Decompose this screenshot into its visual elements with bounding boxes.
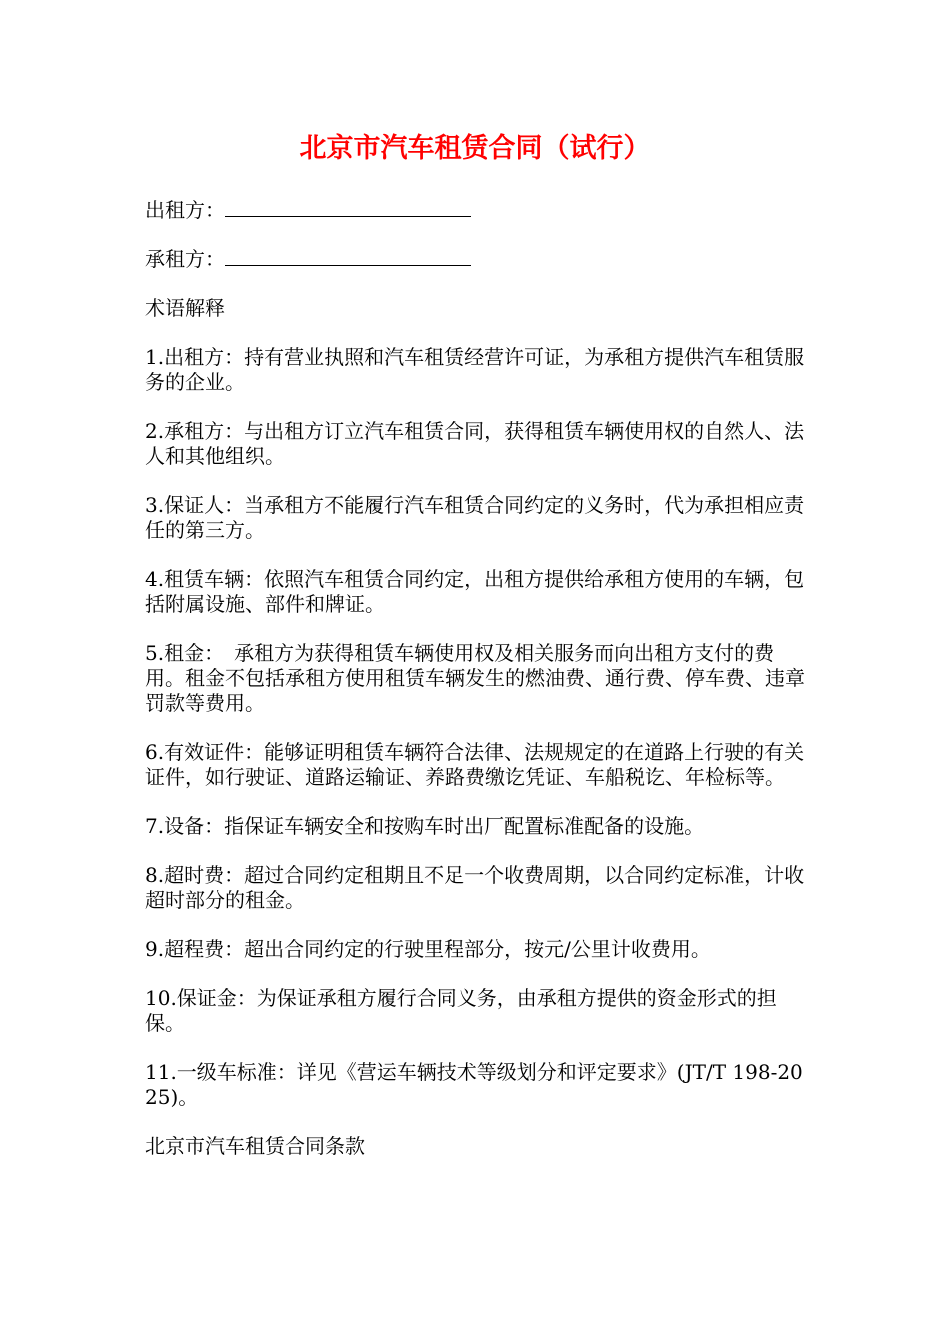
term-item-3: 3.保证人：当承租方不能履行汽车租赁合同约定的义务时，代为承担相应责任的第三方。 [145, 493, 805, 542]
document-title: 北京市汽车租赁合同（试行） [299, 133, 651, 164]
term-item-10: 10.保证金：为保证承租方履行合同义务，由承租方提供的资金形式的担保。 [145, 986, 777, 1035]
lessee-label: 承租方： [145, 247, 225, 271]
lessee-blank [225, 247, 471, 266]
term-item-7: 7.设备：指保证车辆安全和按购车时出厂配置标准配备的设施。 [145, 814, 705, 838]
terms-heading: 术语解释 [145, 296, 225, 320]
term-item-4: 4.租赁车辆：依照汽车租赁合同约定，出租方提供给承租方使用的车辆，包括附属设施、部件和牌证。 [145, 567, 805, 616]
document-body [145, 198, 810, 1183]
lessor-blank [225, 198, 471, 217]
lessor-label: 出租方： [145, 198, 225, 222]
term-item-8: 8.超时费：超过合同约定租期且不足一个收费周期，以合同约定标准，计收超时部分的租金。 [145, 863, 805, 912]
clauses-heading: 北京市汽车租赁合同条款 [145, 1134, 365, 1158]
lessor-field [145, 198, 810, 223]
term-item-11: 11.一级车标准：详见《营运车辆技术等级划分和评定要求》(JT/T 198-2025)。 [145, 1060, 803, 1109]
term-item-6: 6.有效证件：能够证明租赁车辆符合法律、法规规定的在道路上行驶的有关证件，如行驶证、道路运输证、养路费缴讫凭证、车船税讫、年检标等。 [145, 740, 805, 789]
lessee-field [145, 247, 810, 272]
term-item-9: 9.超程费：超出合同约定的行驶里程部分，按元/公里计收费用。 [145, 937, 711, 961]
term-item-1: 1.出租方：持有营业执照和汽车租赁经营许可证，为承租方提供汽车租赁服务的企业。 [145, 345, 805, 394]
term-item-5: 5.租金： 承租方为获得租赁车辆使用权及相关服务而向出租方支付的费用。租金不包括承租方使用租赁车辆发生的燃油费、通行费、停车费、违章罚款等费用。 [145, 641, 805, 715]
term-item-2: 2.承租方：与出租方订立汽车租赁合同，获得租赁车辆使用权的自然人、法人和其他组织。 [145, 419, 805, 468]
